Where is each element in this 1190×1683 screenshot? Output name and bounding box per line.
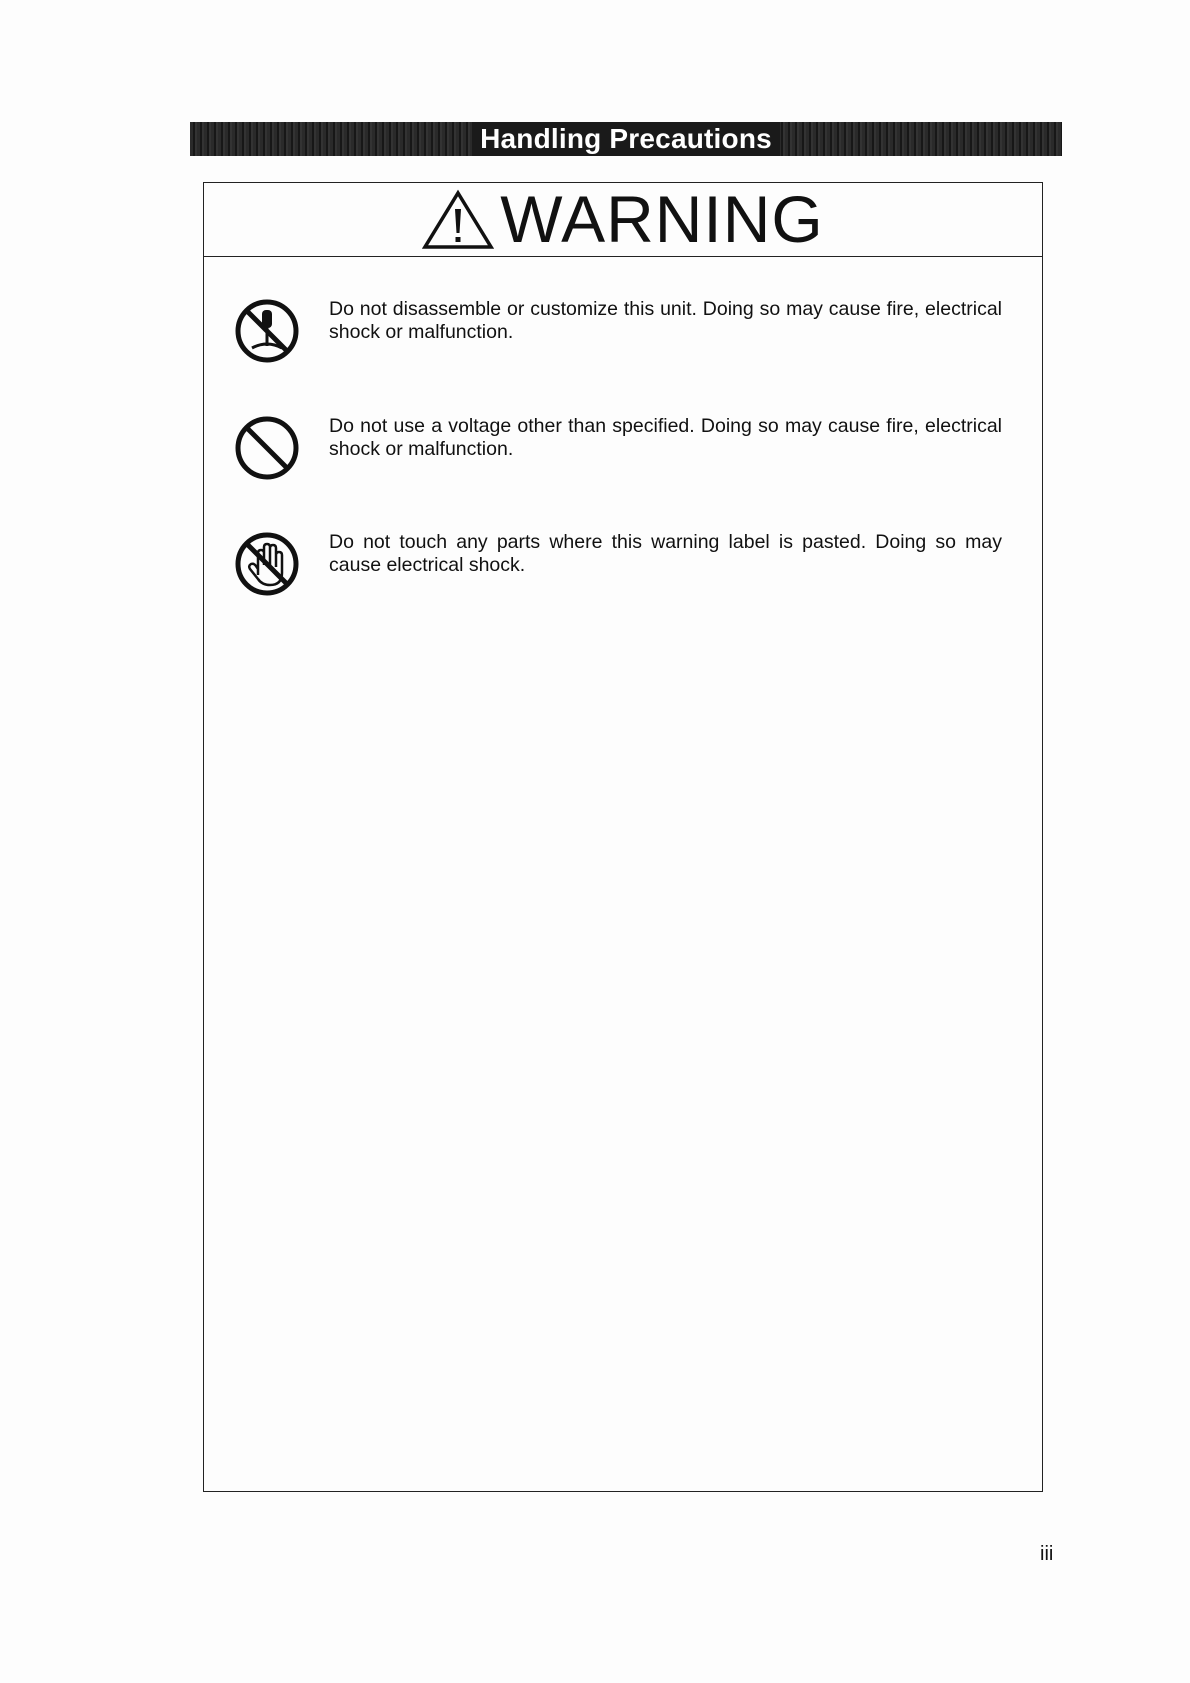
prohibited-icon (234, 415, 300, 481)
warning-title: WARNING (500, 182, 824, 256)
warning-item-text: Do not touch any parts where this warning label is pasted. Doing so may cause electrical shock. (329, 531, 1002, 576)
section-title: Handling Precautions (472, 122, 780, 156)
page-number: iii (1040, 1543, 1054, 1565)
warning-header (204, 183, 1042, 257)
warning-item-text: Do not use a voltage other than specified. Doing so may cause fire, electrical shock or malfunction. (329, 415, 1002, 460)
warning-item-text: Do not disassemble or customize this unit. Doing so may cause fire, electrical shock or malfunction. (329, 298, 1002, 343)
no-disassemble-icon (234, 298, 300, 364)
section-banner (190, 122, 1062, 156)
no-touch-icon (234, 531, 300, 597)
warning-triangle-icon (422, 189, 494, 251)
warning-box (203, 182, 1043, 1492)
